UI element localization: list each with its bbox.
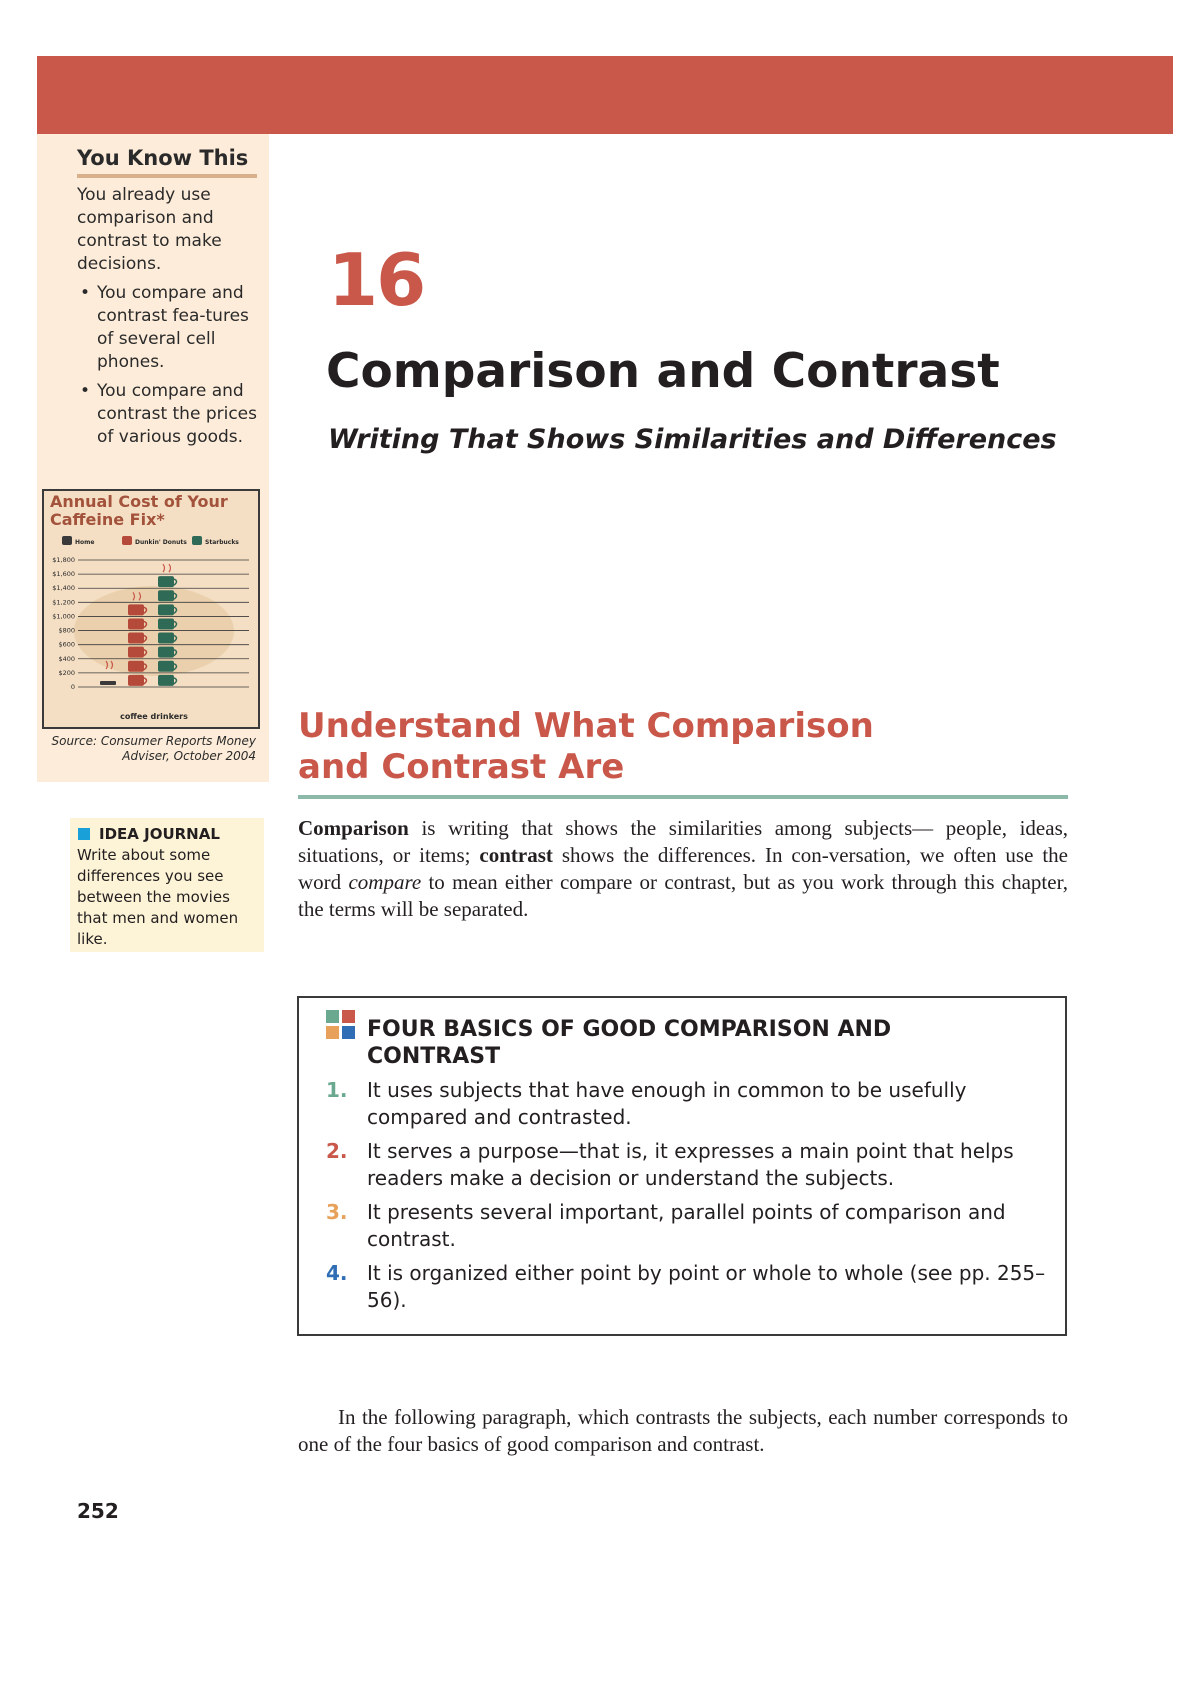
y-tick-label: $1,200 [52, 598, 75, 607]
y-tick-label: $1,400 [52, 584, 75, 593]
bar-cup [158, 647, 174, 658]
cup-handle [174, 678, 177, 684]
term-compare: compare [348, 870, 422, 894]
term-contrast: contrast [479, 843, 553, 867]
idea-journal-square-icon [78, 828, 90, 840]
y-tick-label: $200 [58, 668, 75, 677]
y-tick-label: $1,000 [52, 612, 75, 621]
bar-cup [158, 661, 174, 672]
item-number: 4. [326, 1261, 348, 1285]
legend-label: Starbucks [205, 539, 239, 546]
caffeine-cost-chart [42, 489, 260, 729]
y-tick-label: $1,600 [52, 570, 75, 579]
bar-cup [158, 675, 174, 686]
item-text: It presents several important, parallel points of comparison and contrast. [367, 1200, 1006, 1251]
x-axis-label: coffee drinkers [120, 712, 188, 721]
cup-handle [144, 678, 147, 684]
legend-label: Dunkin' Donuts [135, 539, 187, 546]
four-basics-title: FOUR BASICS OF GOOD COMPARISON AND CONTRAST [367, 1017, 892, 1069]
bar-cup [128, 661, 144, 672]
list-item [326, 1138, 1046, 1192]
list-item: • You compare and contrast fea-tures of several cell phones. [77, 282, 259, 374]
item-text: It serves a purpose—that is, it expresses a main point that helps readers make a decision or understand the subjects. [367, 1139, 1014, 1190]
legend-cup-icon [62, 536, 72, 545]
bar-cup [128, 633, 144, 644]
idea-journal-text: Write about some differences you see between the movies that men and women like. [77, 846, 239, 948]
intro-text-2: shows the differences. In con-versation, we often use the word [298, 843, 1068, 894]
page-number: 252 [77, 1499, 119, 1523]
item-number: 1. [326, 1078, 348, 1102]
y-tick-label: $400 [58, 654, 75, 663]
term-comparison: Comparison [298, 816, 409, 840]
bar-cup [158, 590, 174, 601]
intro-text-1: is writing that shows the similarities among subjects— people, ideas, situations, or items; [298, 816, 1068, 867]
four-basics-list [326, 1077, 1046, 1321]
section-rule [298, 795, 1068, 799]
bar-cup [100, 681, 116, 685]
item-text: It is organized either point by point or whole to whole (see pp. 255–56). [367, 1261, 1046, 1312]
intro-text-3: to mean either compare or contrast, but as you work through this chapter, the terms will be separated. [298, 870, 1068, 921]
chapter-number: 16 [328, 238, 425, 322]
item-text: It uses subjects that have enough in common to be usefully compared and contrasted. [367, 1078, 967, 1129]
list-item [326, 1260, 1046, 1314]
list-item [326, 1077, 1046, 1131]
bar-cup [128, 675, 144, 686]
list-item: • You compare and contrast the prices of various goods. [77, 380, 259, 449]
bar-cup [158, 633, 174, 644]
y-tick-label: 0 [70, 683, 75, 691]
chapter-title: Comparison and Contrast [326, 344, 1000, 399]
item-number: 3. [326, 1200, 348, 1224]
closing-paragraph: In the following paragraph, which contrasts the subjects, each number corresponds to one of the four basics of good comparison and contrast. [298, 1405, 1068, 1456]
y-tick-label: $800 [58, 626, 75, 635]
chart-source: Source: Consumer Reports Money Adviser, October 2004 [51, 734, 256, 763]
you-know-this-intro: You already use comparison and contrast to make decisions. [77, 185, 222, 274]
legend-label: Home [75, 539, 95, 546]
bar-cup [158, 618, 174, 629]
idea-journal-title: IDEA JOURNAL [99, 825, 220, 843]
y-tick-label: $1,800 [52, 556, 75, 564]
bar-cup [158, 576, 174, 587]
chapter-subtitle: Writing That Shows Similarities and Differences [328, 424, 1057, 455]
steam-icon [163, 564, 171, 572]
bar-cup [128, 647, 144, 658]
you-know-this-title: You Know This [77, 146, 249, 170]
y-tick-label: $600 [58, 640, 75, 649]
bar-cup [128, 618, 144, 629]
bar-cup [128, 604, 144, 615]
you-know-this-rule [77, 174, 257, 178]
bar-cup [158, 604, 174, 615]
cup-handle [174, 579, 177, 585]
intro-paragraph [298, 815, 1068, 923]
you-know-this-list [77, 282, 259, 455]
list-item [326, 1199, 1046, 1253]
legend-cup-icon [122, 536, 132, 545]
background-cup-illustration [74, 586, 234, 676]
chapter-header-bar [37, 56, 1173, 134]
chart-title: Annual Cost of Your Caffeine Fix* [50, 492, 228, 529]
section-title: Understand What Comparison and Contrast Are [298, 706, 874, 787]
item-number: 2. [326, 1139, 348, 1163]
four-squares-icon [326, 1010, 356, 1040]
legend-cup-icon [192, 536, 202, 545]
